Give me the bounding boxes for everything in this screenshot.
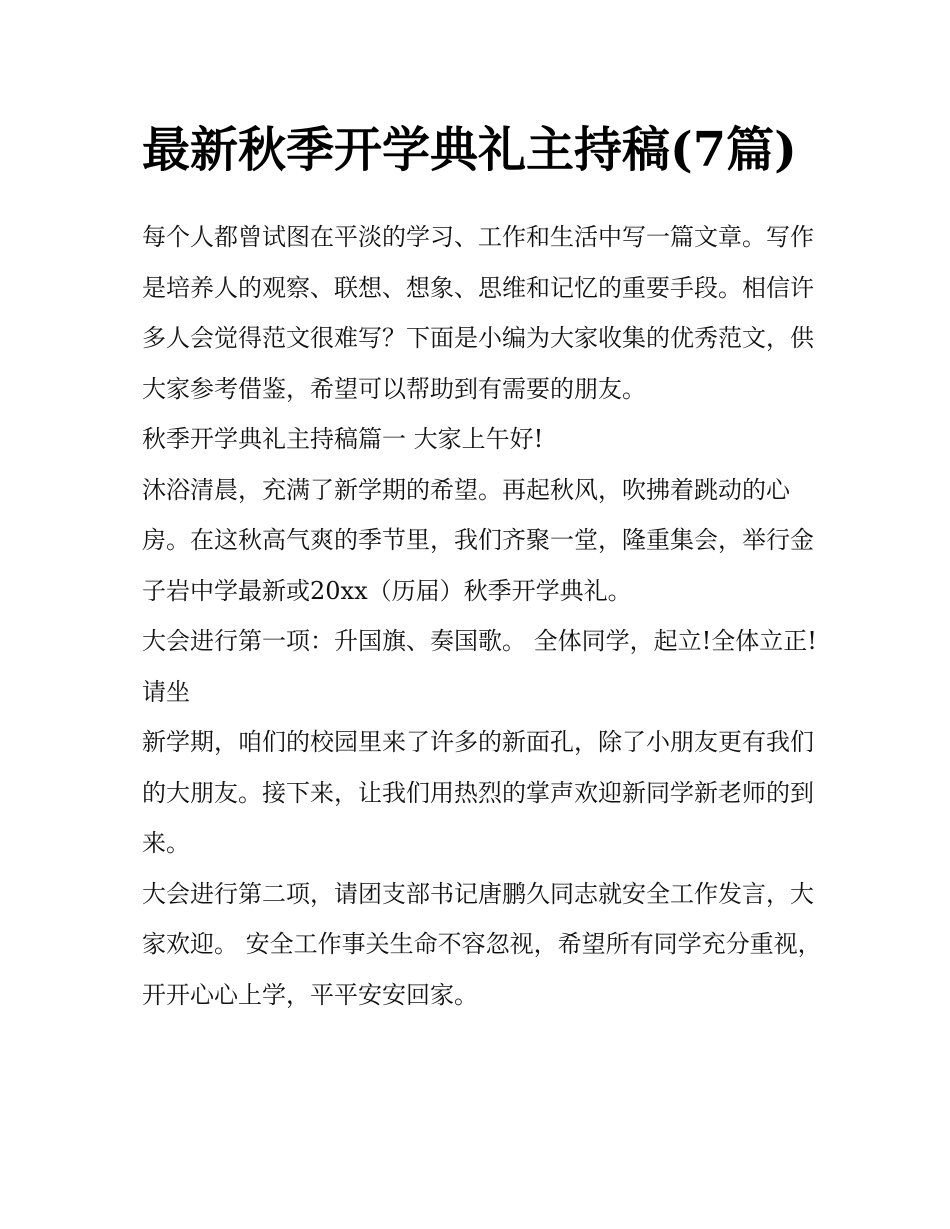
paragraph-item-two: 大会进行第二项，请团支部书记唐鹏久同志就安全工作发言，大家欢迎。 安全工作事关生命不容忽视，希望所有同学充分重视，开开心心上学，平平安安回家。: [142, 879, 822, 1009]
paragraph-greeting: 秋季开学典礼主持稿篇一 大家上午好!: [142, 425, 544, 453]
document-page: [142, 110, 822, 1020]
document-body: [142, 212, 822, 1020]
document-title: 最新秋季开学典礼主持稿(7篇): [142, 122, 797, 178]
paragraph-opening: 沐浴清晨，充满了新学期的希望。再起秋风，吹拂着跳动的心房。在这秋高气爽的季节里，我们齐聚一堂，隆重集会，举行金子岩中学最新或20xx（历届）秋季开学典礼。: [142, 475, 814, 605]
paragraph-welcome: 新学期，咱们的校园里来了许多的新面孔，除了小朋友更有我们的大朋友。接下来，让我们用热烈的掌声欢迎新同学新老师的到来。: [142, 728, 814, 857]
paragraph-intro: 每个人都曾试图在平淡的学习、工作和生活中写一篇文章。写作是培养人的观察、联想、想象、思维和记忆的重要手段。相信许多人会觉得范文很难写？下面是小编为大家收集的优秀范文，供大家参考借鉴，希望可以帮助到有需要的朋友。: [142, 223, 814, 403]
paragraph-item-one: 大会进行第一项：升国旗、奏国歌。 全体同学，起立!全体立正!请坐: [142, 627, 817, 706]
